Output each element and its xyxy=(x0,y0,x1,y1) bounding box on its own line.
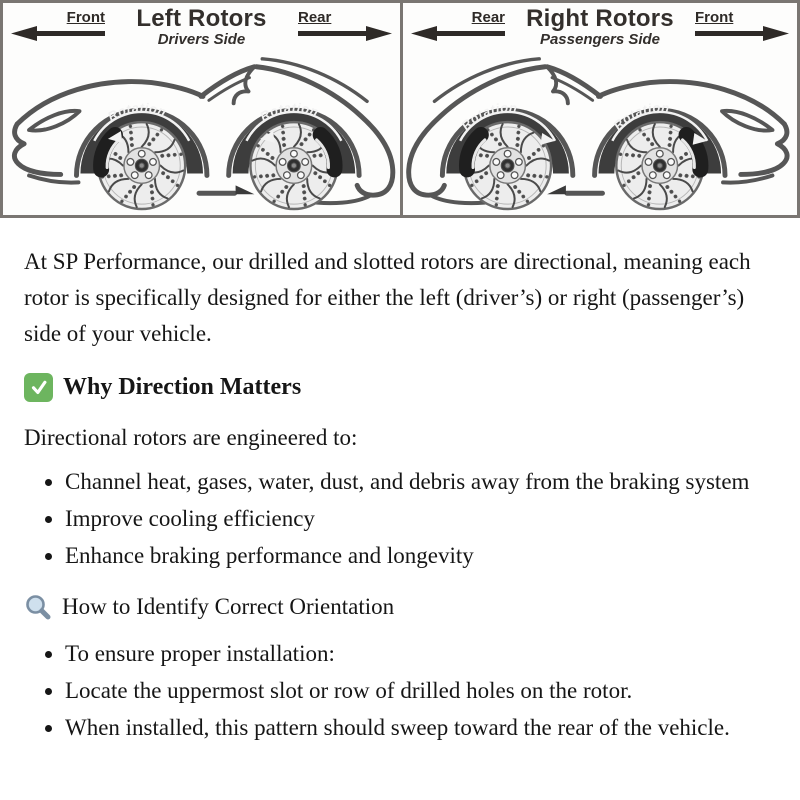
list-item: • Enhance braking performance and longevity xyxy=(65,538,774,574)
rotation-label: Rotation xyxy=(257,99,321,125)
check-mark-icon xyxy=(24,373,53,402)
list-item: • When installed, this pattern should sweep toward the rear of the vehicle. xyxy=(65,710,774,746)
rotation-label: Rotation xyxy=(610,99,671,134)
direction-label: Front xyxy=(66,9,105,26)
list-item: • Channel heat, gases, water, dust, and debris away from the braking system xyxy=(65,464,774,500)
section-heading-text: Why Direction Matters xyxy=(63,374,302,400)
panel-subtitle: Passengers Side xyxy=(539,31,661,48)
direction-label: Rear xyxy=(471,9,505,26)
rotation-label: Rotation xyxy=(457,99,519,134)
panel-title: Right Rotors xyxy=(526,5,674,32)
panel-title: Left Rotors xyxy=(136,5,267,32)
rear-direction-indicator xyxy=(298,10,392,41)
section-heading-why-direction-matters xyxy=(24,368,774,406)
list-item: • Locate the uppermost slot or row of drilled holes on the rotor. xyxy=(65,673,774,709)
section-lead: Directional rotors are engineered to: xyxy=(24,425,358,450)
rotation-label: Rotation xyxy=(104,99,169,125)
left-panel-header xyxy=(3,3,400,51)
direction-label: Front xyxy=(695,9,734,26)
intro-paragraph: At SP Performance, our drilled and slotted rotors are directional, meaning each rotor is specifically designed for either the left (driver’s) or right (passenger’s) side of your vehicle. xyxy=(24,249,751,346)
section-heading-identify-orientation xyxy=(24,588,774,626)
article-body xyxy=(0,218,800,746)
rotor-direction-diagram xyxy=(0,0,800,218)
panel-subtitle: Drivers Side xyxy=(157,31,246,48)
list-item: • Improve cooling efficiency xyxy=(65,501,774,537)
benefits-list xyxy=(24,464,774,574)
orientation-list xyxy=(24,636,774,746)
left-rotors-panel xyxy=(3,3,400,215)
front-direction-indicator xyxy=(695,10,789,41)
section-heading-text: How to Identify Correct Orientation xyxy=(62,594,395,619)
right-rotors-panel xyxy=(400,3,797,215)
list-item: • To ensure proper installation: xyxy=(65,636,774,672)
car-illustration-right xyxy=(403,45,797,213)
magnifying-glass-icon xyxy=(24,593,52,621)
car-illustration-left xyxy=(3,45,400,213)
direction-label: Rear xyxy=(298,9,332,26)
right-arrow-icon xyxy=(695,26,789,41)
right-panel-header xyxy=(403,3,797,51)
right-arrow-icon xyxy=(298,26,392,41)
